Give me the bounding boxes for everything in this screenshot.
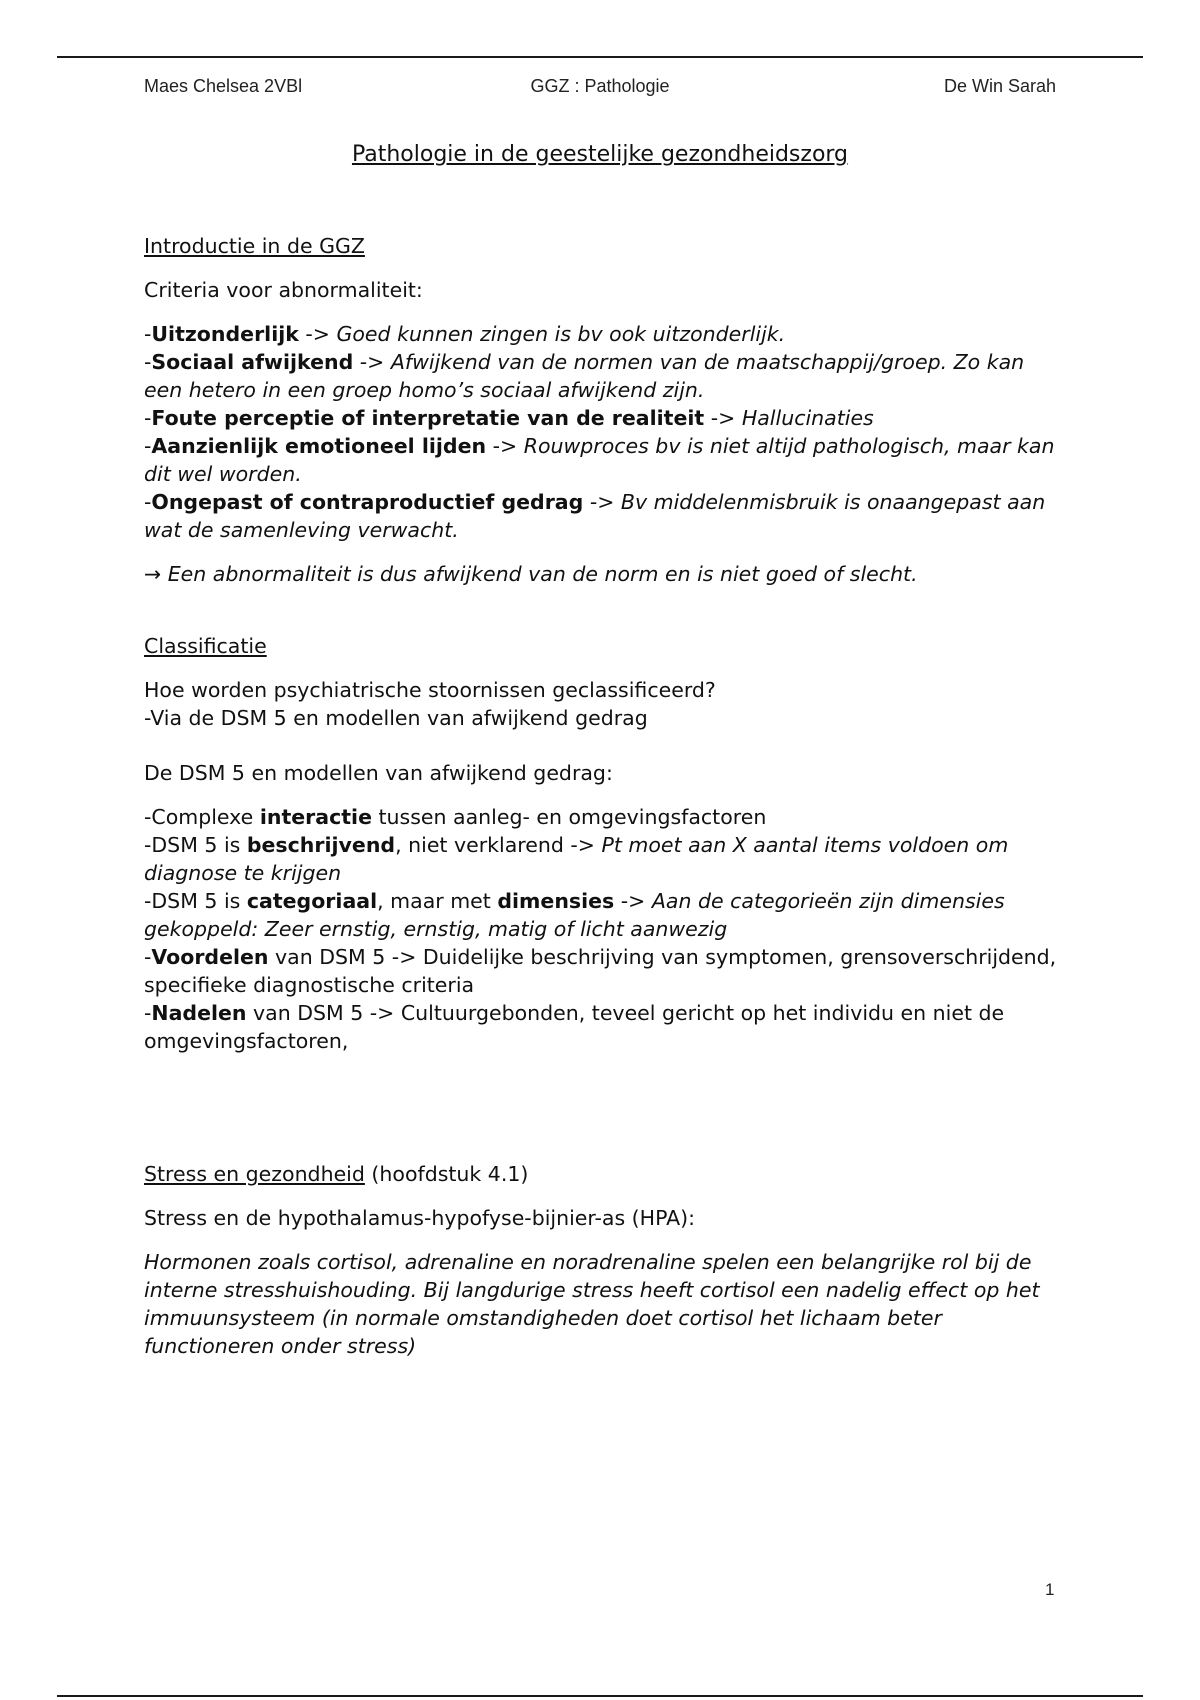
criterion-desc: Bv middelenmisbruik is onaangepast aan wat de samenleving verwacht. [144, 490, 1046, 542]
header-course: GGZ : Pathologie [530, 76, 670, 96]
criterion-desc: Afwijkend van de normen van de maatschappij/groep. Zo kan een hetero in een groep homo’s sociaal afwijkend zijn. [144, 350, 1025, 402]
stress-paragraph: Hormonen zoals cortisol, adrenaline en noradrenaline spelen een belangrijke rol bij de interne stresshuishouding. Bij langdurige stress heeft cortisol een nadelig effect op het immuunsysteem (in normale omstandigheden doet cortisol het lichaam beter functioneren onder stress) [144, 1250, 1040, 1358]
conclusion-block [144, 560, 1064, 588]
stress-subheading-block [144, 1204, 1064, 1232]
criterion-desc: Hallucinaties [741, 406, 874, 430]
header-rule [57, 56, 1143, 58]
criterion-item: -Uitzonderlijk -> Goed kunnen zingen is bv ook uitzonderlijk. [144, 322, 786, 346]
classificatie-heading-block [144, 632, 1064, 660]
classificatie-answer: -Via de DSM 5 en modellen van afwijkend gedrag [144, 706, 648, 730]
criterion-item: -Aanzienlijk emotioneel lijden -> Rouwproces bv is niet altijd pathologisch, maar kan dit wel worden. [144, 434, 1055, 486]
classificatie-qa [144, 676, 1064, 732]
dsm-subheading-block [144, 759, 1064, 787]
dsm-item: -DSM 5 is beschrijvend, niet verklarend -> Pt moet aan X aantal items voldoen om diagnose te krijgen [144, 833, 1009, 885]
dsm-list [144, 803, 1064, 1055]
conclusion: → Een abnormaliteit is dus afwijkend van de norm en is niet goed of slecht. [144, 562, 918, 586]
intro-subheading: Criteria voor abnormaliteit: [144, 278, 423, 302]
page-header [144, 76, 1056, 100]
classificatie-question: Hoe worden psychiatrische stoornissen geclassificeerd? [144, 678, 716, 702]
stress-heading-block [144, 1160, 1064, 1188]
criterion-desc: Rouwproces bv is niet altijd pathologisch, maar kan dit wel worden. [144, 434, 1055, 486]
footer-rule [57, 1695, 1143, 1697]
document-title: Pathologie in de geestelijke gezondheidszorg [351, 142, 849, 167]
dsm-item: -Nadelen van DSM 5 -> Cultuurgebonden, teveel gericht op het individu en niet de omgevingsfactoren, [144, 1001, 1005, 1053]
header-teacher: De Win Sarah [943, 76, 1056, 96]
arrow-right-icon: → [144, 562, 162, 586]
criterion-item: -Ongepast of contraproductief gedrag -> Bv middelenmisbruik is onaangepast aan wat de samenleving verwacht. [144, 490, 1046, 542]
intro-subheading-block [144, 276, 1064, 304]
criterion-desc: Goed kunnen zingen is bv ook uitzonderlijk. [336, 322, 786, 346]
classificatie-heading: Classificatie [144, 634, 267, 658]
criterion-item: -Foute perceptie of interpretatie van de realiteit -> Hallucinaties [144, 406, 874, 430]
dsm-item: -Complexe interactie tussen aanleg- en omgevingsfactoren [144, 805, 767, 829]
criterion-term: Ongepast of contraproductief gedrag [151, 490, 584, 514]
intro-heading-block [144, 232, 1064, 260]
criterion-term: Aanzienlijk emotioneel lijden [151, 434, 487, 458]
criterion-item: -Sociaal afwijkend -> Afwijkend van de normen van de maatschappij/groep. Zo kan een hetero in een groep homo’s sociaal afwijkend zijn. [144, 350, 1025, 402]
stress-paragraph-block [144, 1248, 1064, 1360]
dsm-item: -Voordelen van DSM 5 -> Duidelijke beschrijving van symptomen, grensoverschrijdend, specifieke diagnostische criteria [144, 945, 1057, 997]
stress-heading: Stress en gezondheid [144, 1162, 365, 1186]
intro-heading: Introductie in de GGZ [144, 234, 365, 258]
stress-heading-suffix: (hoofdstuk 4.1) [364, 1162, 529, 1186]
criterion-term: Uitzonderlijk [151, 322, 299, 346]
criteria-list [144, 320, 1064, 544]
criterion-term: Sociaal afwijkend [151, 350, 354, 374]
dsm-subheading: De DSM 5 en modellen van afwijkend gedrag: [144, 761, 613, 785]
page-number: 1 [1045, 1580, 1055, 1599]
header-author: Maes Chelsea 2VBl [144, 76, 303, 96]
dsm-item: -DSM 5 is categoriaal, maar met dimensies -> Aan de categorieën zijn dimensies gekoppeld: Zeer ernstig, ernstig, matig of licht aanwezig [144, 889, 1005, 941]
stress-subheading: Stress en de hypothalamus-hypofyse-bijnier-as (HPA): [144, 1206, 696, 1230]
criterion-term: Foute perceptie of interpretatie van de realiteit [151, 406, 705, 430]
